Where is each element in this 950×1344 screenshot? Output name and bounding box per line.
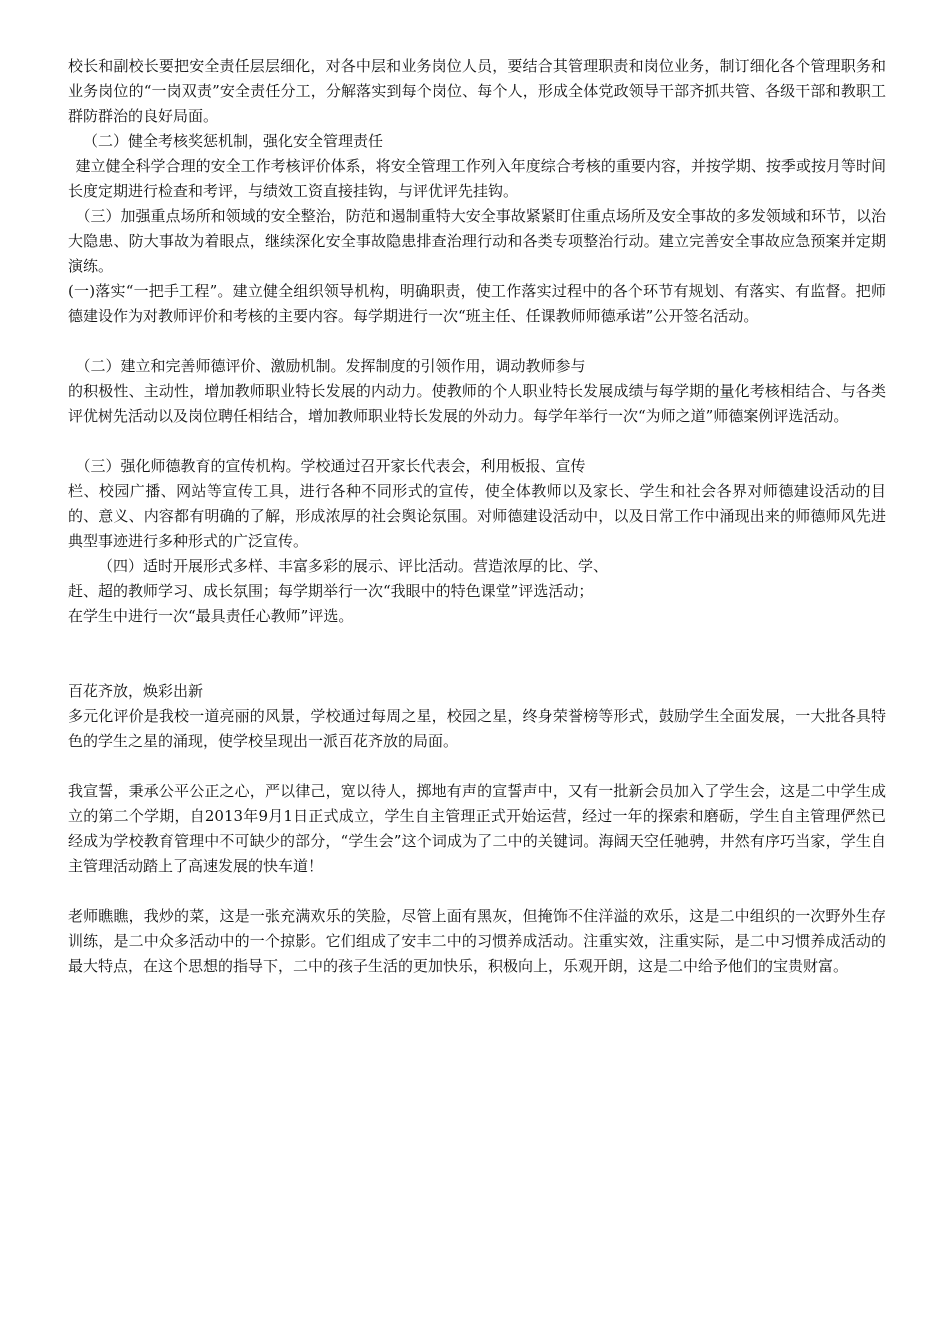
heading-ethics-evaluation: （二）建立和完善师德评价、激励机制。发挥制度的引领作用，调动教师参与	[75, 357, 586, 375]
heading-ethics-publicity: （三）强化师德教育的宣传机构。学校通过召开家长代表会，利用板报、宣传	[75, 457, 586, 475]
paragraph-safety-responsibility: 校长和副校长要把安全责任层层细化，对各中层和业务岗位人员，要结合其管理职责和岗位业务，制订细化各个管理职务和业务岗位的“一岗双责”安全责任分工，分解落实到每个岗位、每个人，形成全体党政领导干部齐抓共管、各级干部和教职工群防群治的良好局面。	[68, 57, 886, 125]
paragraph-ethics-publicity: 栏、校园广播、网站等宣传工具，进行各种不同形式的宣传，使全体教师以及家长、学生和社会各界对师德建设活动的目的、意义、内容都有明确的了解，形成浓厚的社会舆论氛围。对师德建设活动中，以及日常工作中涌现出来的师德师风先进典型事迹进行多种形式的广泛宣传。	[68, 482, 886, 550]
heading-assessment-mechanism: （二）健全考核奖惩机制，强化安全管理责任	[83, 132, 384, 150]
paragraph-habit-formation: 老师瞧瞧，我炒的菜，这是一张充满欢乐的笑脸，尽管上面有黑灰，但掩饰不住洋溢的欢乐，这是二中组织的一次野外生存训练，是二中众多活动中的一个掠影。它们组成了安丰二中的习惯养成活动。注重实效，注重实际，是二中习惯养成活动的最大特点，在这个思想的指导下，二中的孩子生活的更加快乐，积极向上，乐观开朗，这是二中给予他们的宝贵财富。	[68, 907, 886, 975]
paragraph-responsible-teacher: 在学生中进行一次“最具责任心教师”评选。	[68, 607, 354, 625]
paragraph-assessment-system: 建立健全科学合理的安全工作考核评价体系，将安全管理工作列入年度综合考核的重要内容，并按学期、按季或按月等时间长度定期进行检查和考评，与绩效工资直接挂钩，与评优评先挂钩。	[68, 157, 886, 200]
paragraph-ethics-evaluation: 的积极性、主动性，增加教师职业特长发展的内动力。使教师的个人职业特长发展成绩与每学期的量化考核相结合、与各类评优树先活动以及岗位聘任相结合，增加教师职业特长发展的外动力。每学年举行一次“为师之道”师德案例评选活动。	[68, 382, 886, 425]
paragraph-diverse-evaluation: 多元化评价是我校一道亮丽的风景，学校通过每周之星，校园之星，终身荣誉榜等形式，鼓励学生全面发展，一大批各具特色的学生之星的涌现，使学校呈现出一派百花齐放的局面。	[68, 707, 886, 750]
section-title: 百花齐放，焕彩出新	[68, 682, 204, 700]
paragraph-leader-project: (一)落实“一把手工程”。建立健全组织领导机构，明确职责，使工作落实过程中的各个环节有规划、有落实、有监督。把师德建设作为对教师评价和考核的主要内容。每学期进行一次“班主任、任课教师师德承诺”公开签名活动。	[68, 282, 886, 325]
paragraph-key-areas-safety: （三）加强重点场所和领域的安全整治，防范和遏制重特大安全事故紧紧盯住重点场所及安全事故的多发领域和环节，以治大隐患、防大事故为着眼点，继续深化安全事故隐患排查治理行动和各类专项整治行动。建立完善安全事故应急预案并定期演练。	[68, 207, 886, 275]
paragraph-activities-line: 赶、超的教师学习、成长氛围；每学期举行一次“我眼中的特色课堂”评选活动；	[68, 582, 594, 600]
heading-activities: （四）适时开展形式多样、丰富多彩的展示、评比活动。营造浓厚的比、学、	[98, 557, 609, 575]
paragraph-student-union: 我宣誓，秉承公平公正之心，严以律己，宽以待人，掷地有声的宣誓声中，又有一批新会员加入了学生会，这是二中学生成立的第二个学期，自2013年9月1日正式成立，学生自主管理正式开始运营，经过一年的探索和磨砺，学生自主管理俨然已经成为学校教育管理中不可缺少的部分，“学生会”这个词成为了二中的关键词。海阔天空任驰骋，井然有序巧当家，学生自主管理活动踏上了高速发展的快车道！	[68, 782, 886, 875]
